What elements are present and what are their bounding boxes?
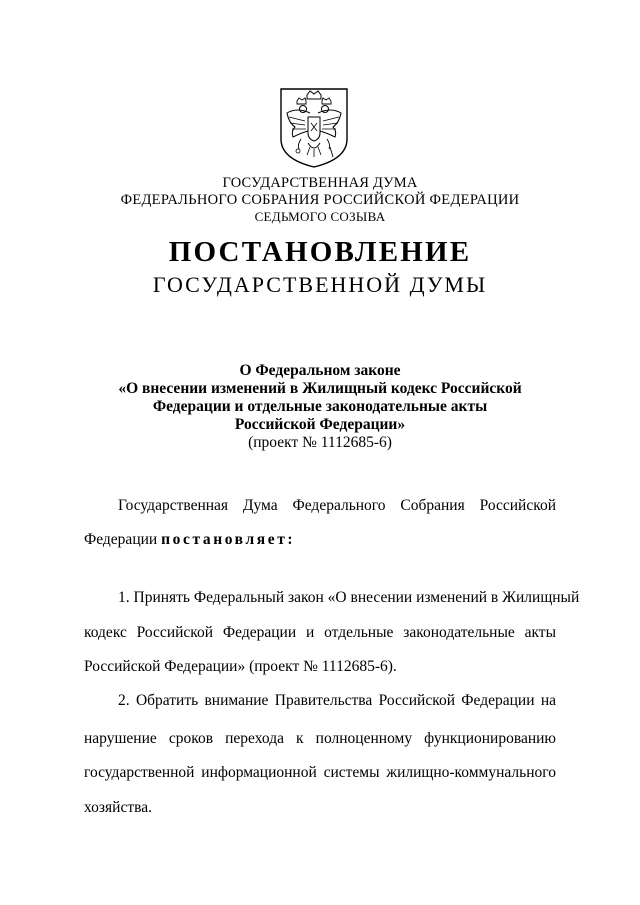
item1-line1: 1. Принять Федеральный закон «О внесении изменений в Жилищный: [118, 589, 580, 606]
intro-line1: Государственная Дума Федерального Собрания Российской: [118, 497, 556, 514]
intro-line2: [84, 530, 556, 550]
convocation-line: СЕДЬМОГО СОЗЫВА: [254, 209, 386, 224]
project-number: (проект № 1112685-6): [248, 434, 392, 451]
item2-line3: государственной информационной системы жилищно-коммунального: [84, 764, 556, 781]
item2-line4: хозяйства.: [84, 799, 152, 816]
item2-line1: 2. Обратить внимание Правительства Российской Федерации на: [118, 692, 556, 709]
document-title: ПОСТАНОВЛЕНИЕ: [168, 236, 472, 268]
item1-line2: кодекс Российской Федерации и отдельные законодательные акты: [84, 624, 556, 641]
item1-line3: Российской Федерации» (проект № 1112685-6).: [84, 658, 397, 675]
subject-line2: «О внесении изменений в Жилищный кодекс Российской: [118, 380, 522, 397]
subject-line1: О Федеральном законе: [239, 362, 401, 379]
resolves-keyword: постановляет:: [161, 531, 296, 548]
document-subtitle: ГОСУДАРСТВЕННОЙ ДУМЫ: [152, 272, 488, 297]
subject-line4: Российской Федерации»: [234, 416, 406, 433]
org-name-line2: ФЕДЕРАЛЬНОГО СОБРАНИЯ РОССИЙСКОЙ ФЕДЕРАЦИИ: [120, 192, 520, 208]
item2-line2: нарушение сроков перехода к полноценному функционированию: [84, 730, 556, 747]
subject-line3: Федерации и отдельные законодательные акты: [152, 398, 488, 415]
org-name-line1: ГОСУДАРСТВЕННАЯ ДУМА: [222, 175, 418, 191]
coat-of-arms-icon: [277, 87, 351, 169]
intro-line2-prefix: Федерации: [84, 531, 162, 548]
